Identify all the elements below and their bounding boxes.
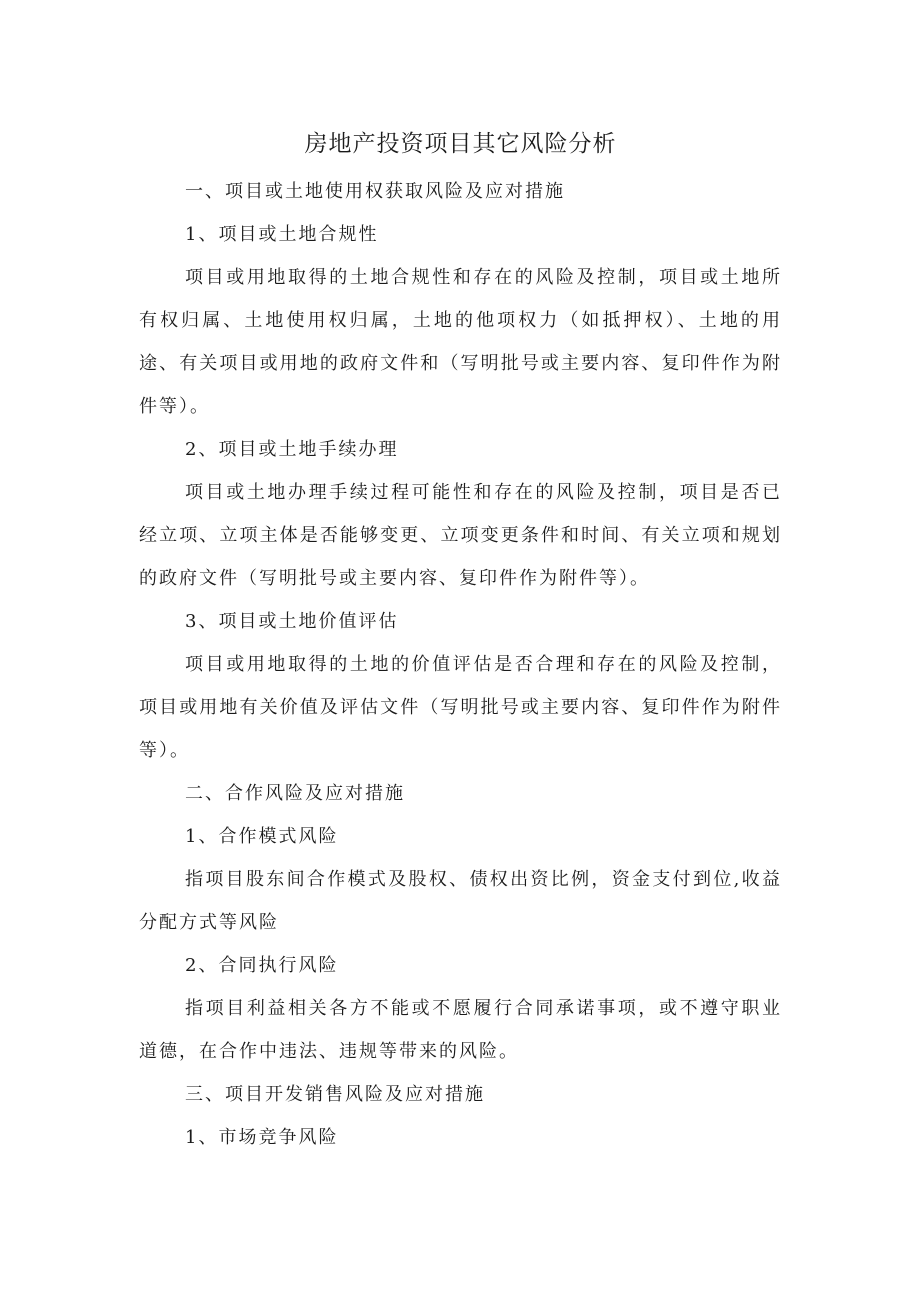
section-heading-1: 一、项目或土地使用权获取风险及应对措施: [185, 181, 565, 202]
section-heading-3: 三、项目开发销售风险及应对措施: [185, 1084, 485, 1105]
subsection-heading: 1、市场竞争风险: [185, 1127, 339, 1148]
subsection-heading: 2、合同执行风险: [185, 955, 339, 976]
body-paragraph: 项目或用地取得的土地合规性和存在的风险及控制，项目或土地所有权归属、土地使用权归属，土地的他项权力（如抵押权）、土地的用途、有关项目或用地的政府文件和（写明批号或主要内容、复印件作为附件等）。: [139, 267, 782, 417]
subsection-heading: 1、项目或土地合规性: [185, 224, 379, 245]
subsection-heading: 3、项目或土地价值评估: [185, 611, 399, 632]
subsection-heading: 2、项目或土地手续办理: [185, 439, 399, 460]
body-paragraph: 指项目股东间合作模式及股权、债权出资比例，资金支付到位,收益分配方式等风险: [139, 869, 782, 933]
document-title: 房地产投资项目其它风险分析: [304, 131, 617, 157]
subsection-heading: 1、合作模式风险: [185, 826, 339, 847]
body-paragraph: 项目或用地取得的土地的价值评估是否合理和存在的风险及控制，项目或用地有关价值及评估文件（写明批号或主要内容、复印件作为附件等）。: [139, 654, 782, 761]
section-heading-2: 二、合作风险及应对措施: [185, 783, 405, 804]
body-paragraph: 指项目利益相关各方不能或不愿履行合同承诺事项，或不遵守职业道德，在合作中违法、违规等带来的风险。: [139, 998, 782, 1062]
body-paragraph: 项目或土地办理手续过程可能性和存在的风险及控制，项目是否已经立项、立项主体是否能够变更、立项变更条件和时间、有关立项和规划的政府文件（写明批号或主要内容、复印件作为附件等）。: [139, 482, 782, 589]
